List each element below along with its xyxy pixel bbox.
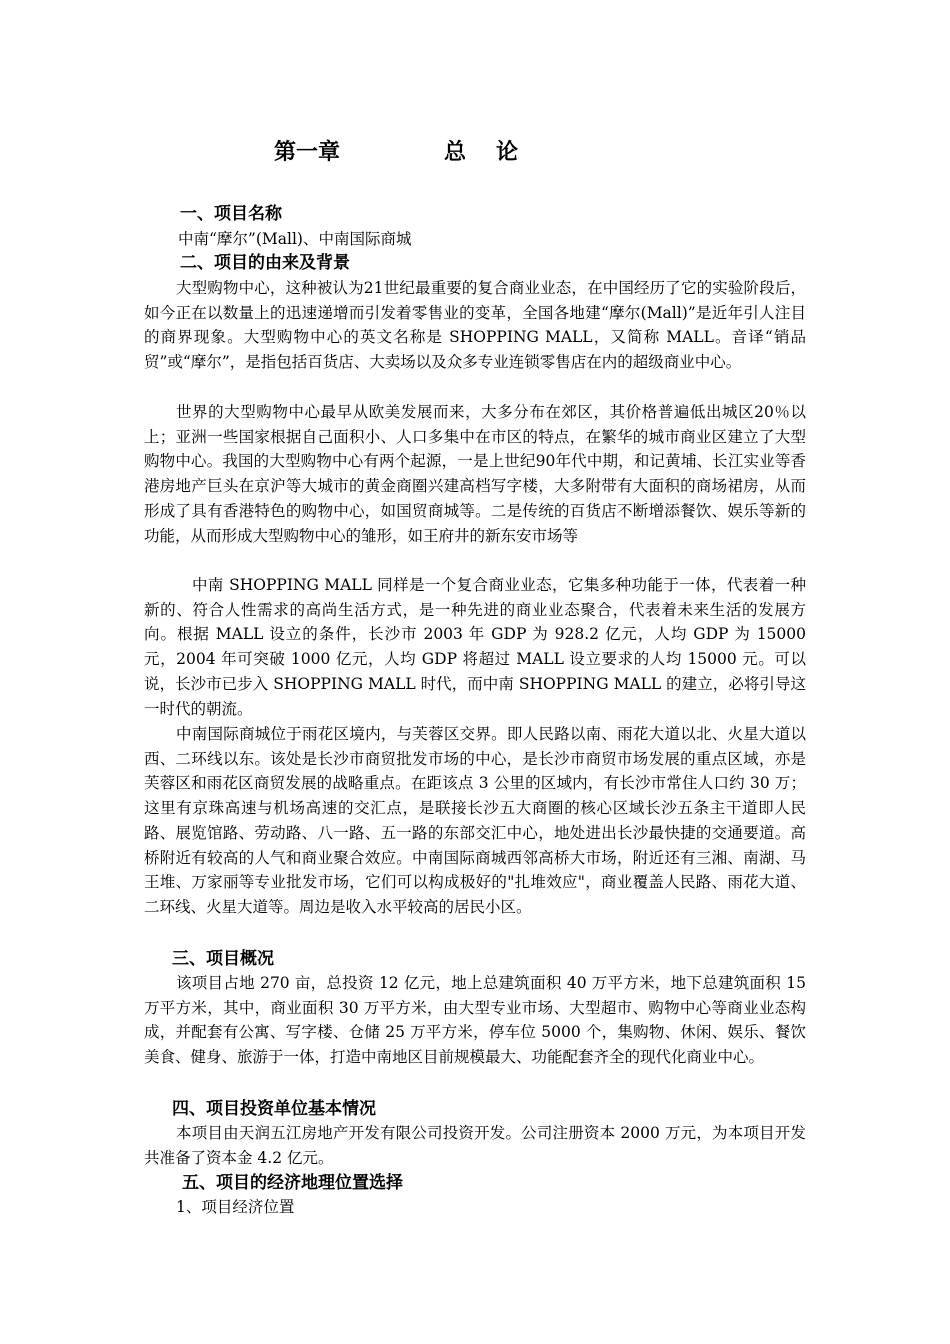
investor-paragraph: 本项目由天润五江房地产开发有限公司投资开发。公司注册资本 2000 万元，为本项目开发共准备了资本金 4.2 亿元。	[144, 1124, 806, 1167]
section-heading-5: 五、项目的经济地理位置选择	[182, 1173, 403, 1193]
background-paragraph-1: 大型购物中心，这种被认为21世纪最重要的复合商业业态，在中国经历了它的实验阶段后，如今正在以数量上的迅速递增而引发着零售业的变革，全国各地建“摩尔(Mall)”是近年引人注目的商界现象。大型购物中心的英文名称是 SHOPPING MALL，又简称 MALL。音译“销品贸”或“摩尔”，是指包括百货店、大卖场以及众多专业连锁零售店在内的超级商业中心。	[144, 279, 806, 372]
project-name-text: 中南“摩尔”(Mall)、中南国际商城	[178, 230, 412, 248]
chapter-name: 总论	[444, 139, 549, 165]
section-heading-2: 二、项目的由来及背景	[180, 253, 350, 273]
chapter-number: 第一章	[274, 139, 341, 165]
background-paragraph-2: 世界的大型购物中心最早从欧美发展而来，大多分布在郊区，其价格普遍低出城区20％以上；亚洲一些国家根据自己面积小、人口多集中在市区的特点，在繁华的城市商业区建立了大型购物中心。我国的大型购物中心有两个起源，一是上世纪90年代中期，和记黄埔、长江实业等香港房地产巨头在京沪等大城市的黄金商圈兴建高档写字楼，大多附带有大面积的商场裙房，从而形成了具有香港特色的购物中心，如国贸商城等。二是传统的百货店不断增添餐饮、娱乐等新的功能，从而形成大型购物中心的雏形，如王府井的新东安市场等	[144, 403, 806, 545]
background-paragraph-3: 中南 SHOPPING MALL 同样是一个复合商业业态，它集多种功能于一体，代表着一种新的、符合人性需求的高尚生活方式，是一种先进的商业业态聚合，代表着未来生活的发展方向。根据 MALL 设立的条件，长沙市 2003 年 GDP 为 928.2 亿元，人均 GDP 为 15000 元，2004 年可突破 1000 亿元，人均 GDP 将超过 MALL 设立要求的人均 15000 元。可以说，长沙市已步入 SHOPPING MALL 时代，而中南 SHOPPING MALL 的建立，必将引导这一时代的朝流。	[144, 576, 806, 718]
overview-paragraph: 该项目占地 270 亩，总投资 12 亿元，地上总建筑面积 40 万平方米，地下总建筑面积 15 万平方米，其中，商业面积 30 万平方米，由大型专业市场、大型超市、购物中心等商业业态构成，并配套有公寓、写字楼、仓储 25 万平方米，停车位 5000 个，集购物、休闲、娱乐、餐饮美食、健身、旅游于一体，打造中南地区目前规模最大、功能配套齐全的现代化商业中心。	[144, 974, 806, 1067]
background-paragraph-4: 中南国际商城位于雨花区境内，与芙蓉区交界。即人民路以南、雨花大道以北、火星大道以西、二环线以东。该处是长沙市商贸批发市场的中心，是长沙市商贸市场发展的重点区域，亦是芙蓉区和雨花区商贸发展的战略重点。在距该点 3 公里的区域内，有长沙市常住人口约 30 万；这里有京珠高速与机场高速的交汇点，是联接长沙五大商圈的核心区域长沙五条主干道即人民路、展览馆路、劳动路、八一路、五一路的东部交汇中心，地处进出长沙最快捷的交通要道。高桥附近有较高的人气和商业聚合效应。中南国际商城西邻高桥大市场，附近还有三湘、南湖、马王堆、万家丽等专业批发市场，它们可以构成极好的"扎堆效应"，商业覆盖人民路、雨花大道、二环线、火星大道等。周边是收入水平较高的居民小区。	[144, 725, 806, 916]
subsection-1: 1、项目经济位置	[176, 1198, 295, 1216]
section-heading-3: 三、项目概况	[172, 949, 274, 969]
section-heading-4: 四、项目投资单位基本情况	[172, 1099, 376, 1119]
section-heading-1: 一、项目名称	[180, 204, 282, 224]
